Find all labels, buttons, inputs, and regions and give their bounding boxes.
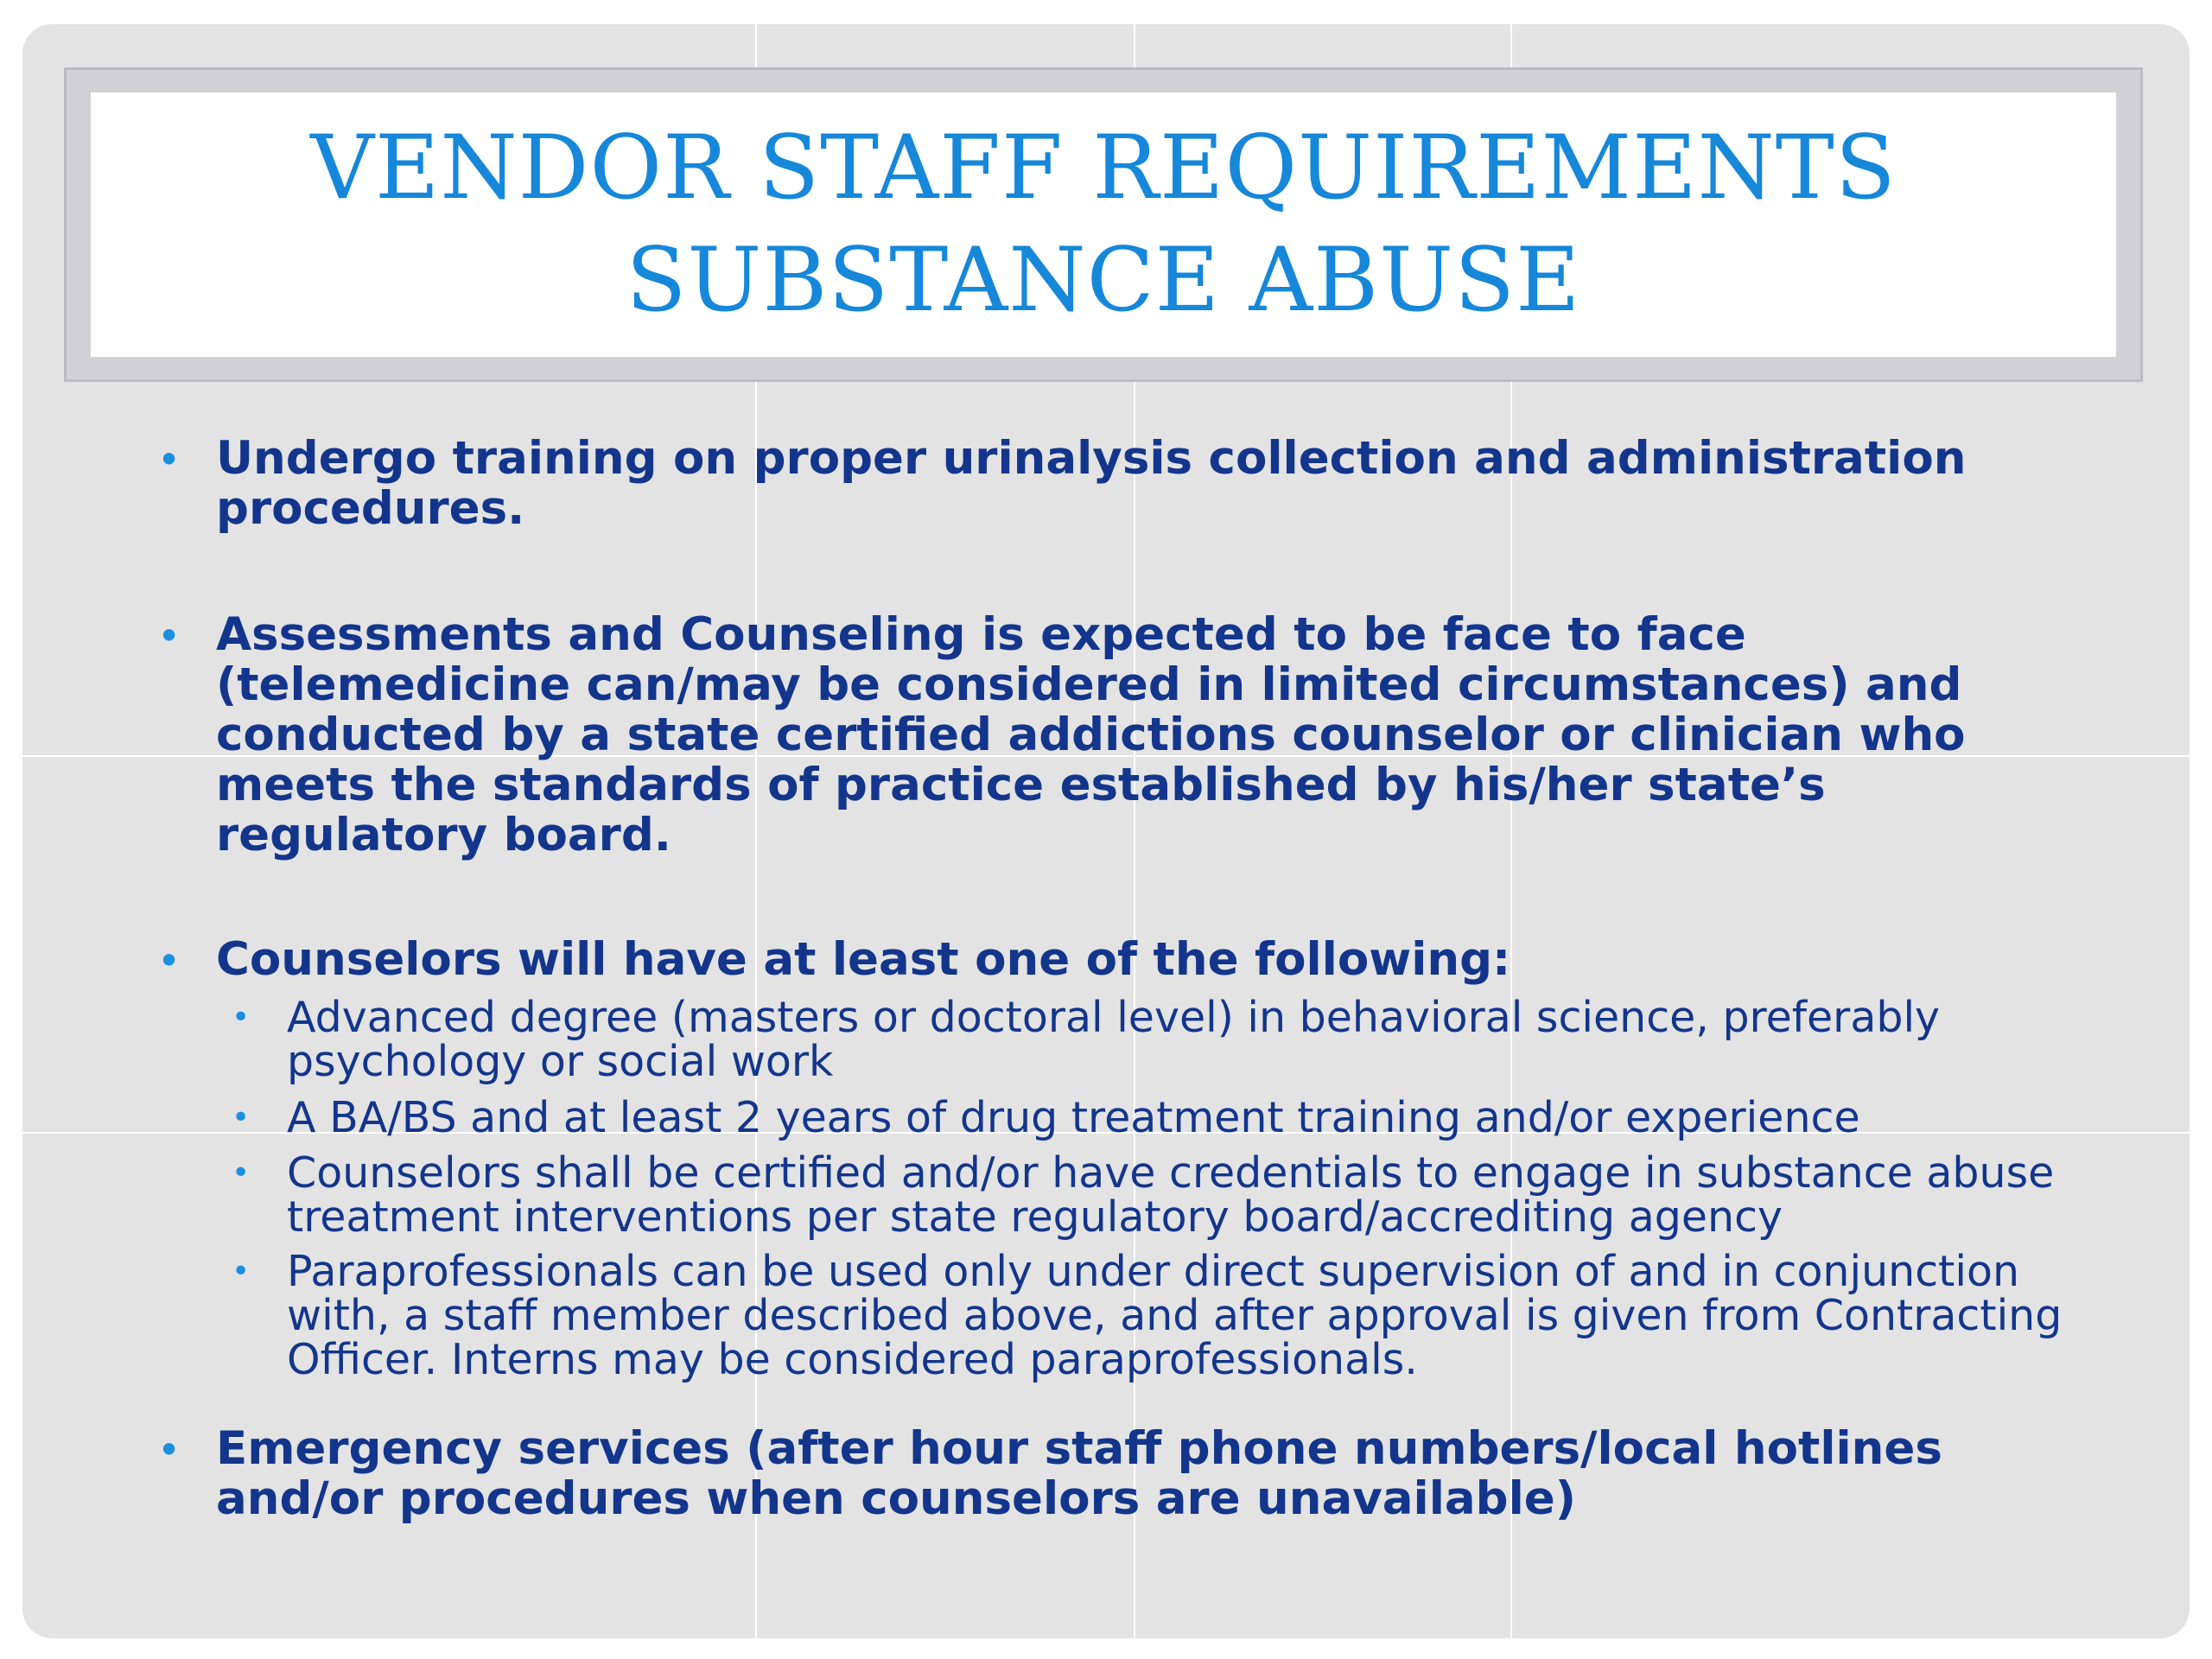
sub-bullet-dot-icon: • [232,1100,251,1135]
sub-bullet-dot-icon: • [232,1254,251,1289]
slide [22,24,2190,1638]
bullet-dot-icon: • [157,1427,181,1473]
bullet-dot-icon: • [157,436,181,483]
slide-title-line-2: SUBSTANCE ABUSE [626,229,1581,332]
bullet-dot-icon: • [157,938,181,984]
bullet-text: Assessments and Counseling is expected to be face to face (telemedicine can/may be considered in limited circumstances) and conducted by a state certified addictions counselor or clinician who meets the standards of practice established by his/her state’s regulatory board. [216,608,1966,861]
sub-bullet-dot-icon: • [232,1155,251,1191]
sub-bullet-text: Paraprofessionals can be used only under direct supervision of and in conjunction with, a staff member described above, and after approval is given from Contracting Officer. Interns may be considered paraprofessionals. [287,1247,2063,1384]
bullet-dot-icon: • [157,613,181,659]
sub-bullet-dot-icon: • [232,1000,251,1035]
bullet-text: Undergo training on proper urinalysis collection and administration procedures. [216,432,1967,535]
bullet-text: Emergency services (after hour staff phone numbers/local hotlines and/or procedures when counselors are unavailable) [216,1422,1942,1525]
sub-bullet-text: Counselors shall be certified and/or have credentials to engage in substance abuse treatment interventions per state regulatory board/accrediting agency [287,1148,2055,1242]
slide-title-line-1: VENDOR STAFF REQUIREMENTS [310,117,1897,219]
bullet-text: Counselors will have at least one of the following: [216,933,1511,986]
slide-body [22,24,2190,1638]
sub-bullet-text: Advanced degree (masters or doctoral level) in behavioral science, preferably psychology or social work [287,993,1941,1086]
sub-bullet-text: A BA/BS and at least 2 years of drug treatment training and/or experience [287,1093,1860,1142]
